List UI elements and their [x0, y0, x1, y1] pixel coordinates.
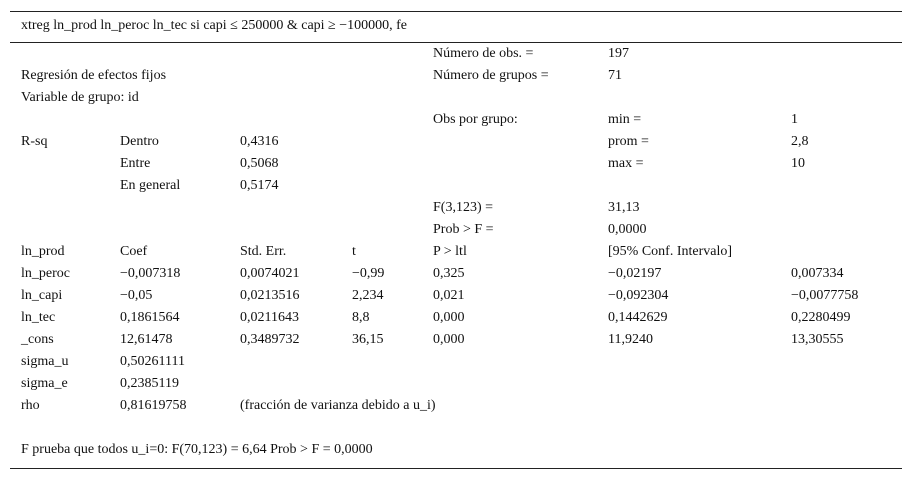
table-cell: 0,5068	[240, 156, 279, 171]
table-cell: 2,234	[352, 288, 384, 303]
table-cell: 0,0074021	[240, 266, 300, 281]
table-row	[10, 288, 902, 310]
table-row	[10, 68, 902, 90]
table-cell: R-sq	[21, 134, 48, 149]
table-cell: ln_capi	[21, 288, 63, 303]
table-cell: t	[352, 244, 356, 259]
table-cell: sigma_u	[21, 354, 69, 369]
table-row	[10, 376, 902, 398]
table-cell: 0,2385119	[120, 376, 179, 391]
table-cell: −0,092304	[608, 288, 669, 303]
table-row	[10, 156, 902, 178]
table-row	[10, 354, 902, 376]
table-row	[10, 46, 902, 68]
table-cell: Regresión de efectos fijos	[21, 68, 167, 83]
table-cell: 13,30555	[791, 332, 844, 347]
table-cell: Prob > F =	[433, 222, 494, 237]
table-row	[10, 420, 902, 442]
table-cell: F prueba que todos u_i=0: F(70,123) = 6,64 Prob > F = 0,0000	[21, 442, 373, 457]
table-cell: Coef	[120, 244, 148, 259]
table-row	[10, 200, 902, 222]
table-row	[10, 134, 902, 156]
table-cell: 8,8	[352, 310, 370, 325]
table-cell: 0,81619758	[120, 398, 187, 413]
table-cell: F(3,123) =	[433, 200, 494, 215]
table-cell: 0,4316	[240, 134, 279, 149]
table-cell: 71	[608, 68, 622, 83]
command-line: xtreg ln_prod ln_peroc ln_tec si capi ≤ 250000 & capi ≥ −100000, fe	[21, 18, 408, 33]
table-cell: 0,1861564	[120, 310, 180, 325]
table-cell: 0,325	[433, 266, 465, 281]
table-cell: Variable de grupo: id	[21, 90, 139, 105]
table-row	[10, 178, 902, 200]
top-rule	[10, 11, 902, 12]
table-cell: min =	[608, 112, 642, 127]
table-cell: Entre	[120, 156, 151, 171]
table-cell: 0,1442629	[608, 310, 668, 325]
table-cell: 1	[791, 112, 798, 127]
table-cell: ln_prod	[21, 244, 65, 259]
table-cell: sigma_e	[21, 376, 68, 391]
table-cell: 12,61478	[120, 332, 173, 347]
table-cell: P > ltl	[433, 244, 467, 259]
table-cell: 11,9240	[608, 332, 653, 347]
table-cell: 0,2280499	[791, 310, 851, 325]
table-cell: 0,021	[433, 288, 465, 303]
table-cell: Número de grupos =	[433, 68, 549, 83]
table-row	[10, 222, 902, 244]
table-row	[10, 112, 902, 134]
table-cell: Número de obs. =	[433, 46, 534, 61]
table-cell: −0,007318	[120, 266, 181, 281]
table-cell: (fracción de varianza debido a u_i)	[240, 398, 436, 413]
table-cell: rho	[21, 398, 40, 413]
table-cell: Obs por grupo:	[433, 112, 518, 127]
table-cell: 0,5174	[240, 178, 279, 193]
table-cell: 0,000	[433, 332, 465, 347]
table-row	[10, 244, 902, 266]
table-cell: 0,0000	[608, 222, 647, 237]
table-cell: 36,15	[352, 332, 384, 347]
table-cell: 0,0213516	[240, 288, 300, 303]
table-cell: 2,8	[791, 134, 809, 149]
table-cell: En general	[120, 178, 181, 193]
table-cell: −0,99	[352, 266, 385, 281]
regression-output-table	[10, 11, 902, 469]
table-cell: −0,0077758	[791, 288, 859, 303]
table-cell: 0,3489732	[240, 332, 300, 347]
table-cell: 10	[791, 156, 805, 171]
table-cell: 0,50261111	[120, 354, 185, 369]
table-cell: prom =	[608, 134, 649, 149]
table-row	[10, 310, 902, 332]
table-cell: [95% Conf. Intervalo]	[608, 244, 733, 259]
table-row	[10, 398, 902, 420]
table-cell: Dentro	[120, 134, 159, 149]
table-cell: 197	[608, 46, 629, 61]
table-cell: ln_tec	[21, 310, 56, 325]
table-cell: 0,0211643	[240, 310, 299, 325]
table-cell: 0,007334	[791, 266, 844, 281]
table-row	[10, 332, 902, 354]
table-row	[10, 90, 902, 112]
table-cell: max =	[608, 156, 644, 171]
table-cell: ln_peroc	[21, 266, 70, 281]
table-cell: 0,000	[433, 310, 465, 325]
table-row	[10, 266, 902, 288]
bottom-rule	[10, 468, 902, 469]
table-cell: _cons	[21, 332, 54, 347]
table-cell: Std. Err.	[240, 244, 287, 259]
table-cell: −0,05	[120, 288, 153, 303]
table-cell: 31,13	[608, 200, 640, 215]
header-rule	[10, 42, 902, 43]
table-cell: −0,02197	[608, 266, 662, 281]
table-row	[10, 442, 902, 464]
